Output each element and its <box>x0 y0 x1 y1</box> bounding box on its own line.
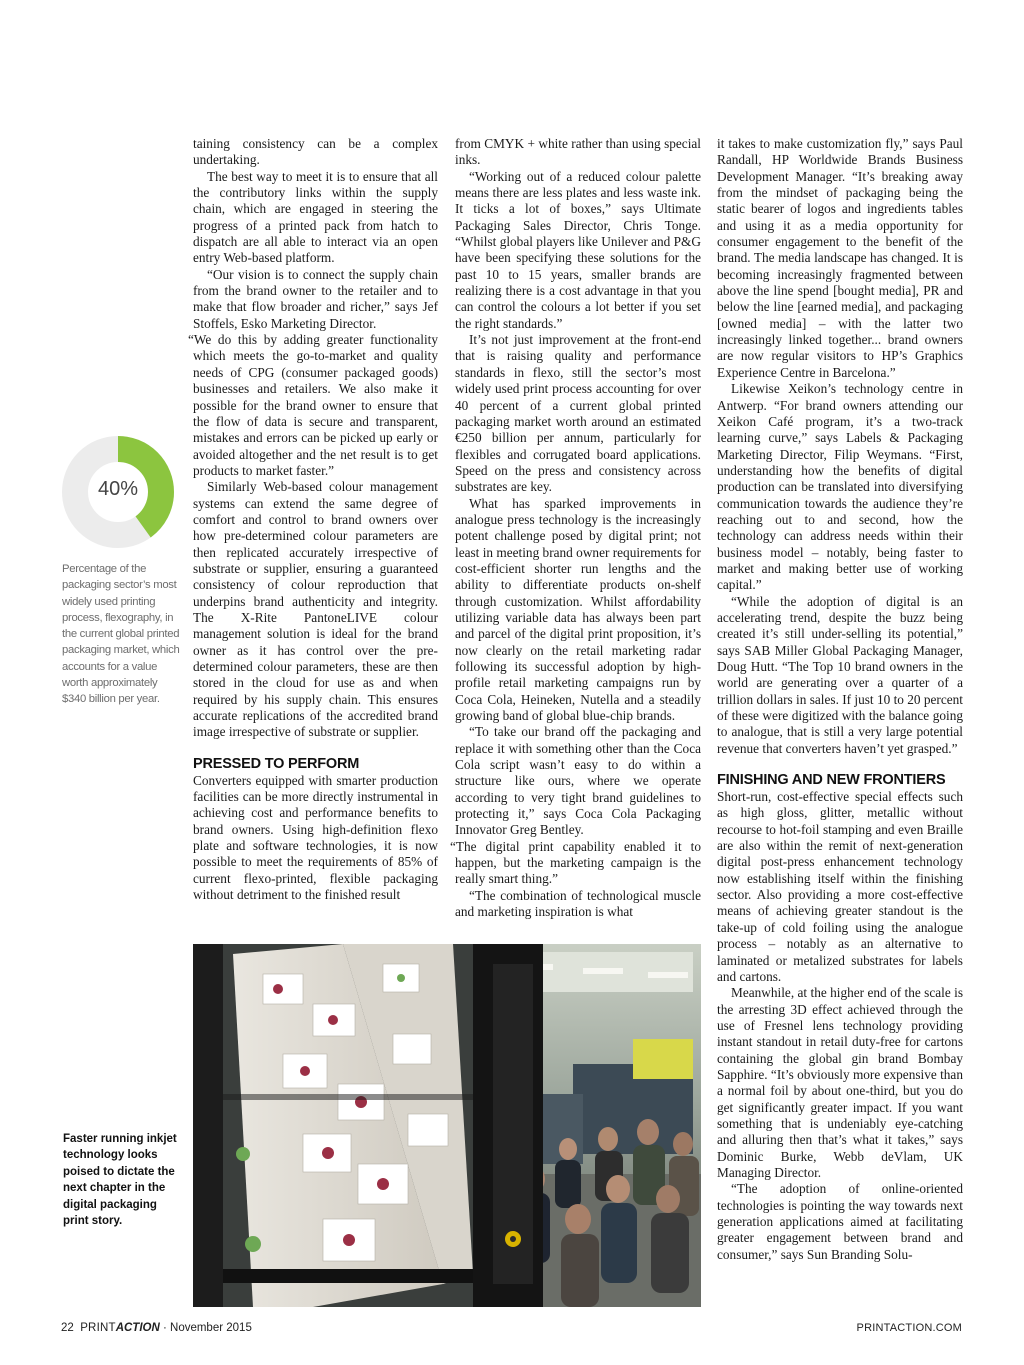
paragraph: “Working out of a reduced colour palette means there are less plates and less waste ink. It ticks a lot of boxes,” says Ultimate Packaging Sales Director, Chris Tonge. “Whilst global players like Unilever and P&G have been specifying these solutions for the past 10 to 15 years, smaller brands are realizing there is a cost advantage in that you can control the colours a lot better if you set the right standards.” <box>455 168 701 331</box>
donut-caption: Percentage of the packaging sector’s most widely used printing process, flexography, in the current global printed packaging market, which accounts for a value worth approximately $340 billion per year. <box>62 563 180 706</box>
paragraph: “Our vision is to connect the supply chain from the brand owner to the retailer and to make that flow broader and richer,” says Jef Stoffels, Esko Marketing Director. <box>193 266 438 331</box>
article-column-1 <box>188 136 438 903</box>
article-column-2 <box>450 136 701 921</box>
donut-percent-label: 40% <box>97 478 139 500</box>
paragraph: Meanwhile, at the higher end of the scale is the arresting 3D effect achieved through the use of Fresnel lens technology providing instant standout in retail duty-free for cartons containing the global gin brand Bombay Sapphire. “It’s obviously more expensive than a normal foil by about one-third, but you do get significantly greater impact. If you want something that is undeniably eye-catching and alluring then that’s what it takes,” says Dominic Burke, Webb deVlam, UK Managing Director. <box>717 985 963 1180</box>
press-hall-photo <box>193 944 701 1307</box>
paragraph: Short-run, cost-effective special effects such as high gloss, glitter, metallic without recourse to hot-foil stamping and even Braille are also within the remit of next-generation digital post-press enhancement technology now establishing itself within the finishing sector. Also providing a more cost-effective means of achieving greater standout is the take-up of cold foiling using the analogue process – notably as an alternative to laminated or metalized substrates for labels and cartons. <box>717 789 963 984</box>
paragraph: Likewise Xeikon’s technology centre in Antwerp. “For brand owners attending our Xeikon Café program, it’s a two-track learning curve,” says Labels & Packaging Marketing Director, Filip Weymans. “First, understanding how the benefits of digital production can be translated into diversifying communication towards the audience they’re reaching out to and second, how the technology can address needs within their business model – notably, being faster to market and making better use of working capital.” <box>717 381 963 593</box>
paragraph: from CMYK + white rather than using special inks. <box>455 136 701 168</box>
section-heading: FINISHING AND NEW FRONTIERS <box>717 772 946 789</box>
article-column-3 <box>717 136 963 1263</box>
paragraph: What has sparked improvements in analogue press technology is the increasingly potent challenge posed by digital print; not least in meeting brand owner requirements for cost-efficient shorter run lengths and the ability to differentiate products on-shelf through customization. Whilst affordability utilizing variable data has always been part and parcel of the digital print proposition, it’s now clearly on the retail marketing radar following its successful adoption by high-profile retail marketing campaigns run by Coca Cola, Heineken, Nutella and a steadily growing band of global blue-chip brands. <box>455 495 701 724</box>
paragraph: The best way to meet it is to ensure that all the contributory links within the supply chain, which are engaged in steering the progress of a printed pack from hatch to dispatch are all able to interact via an open entry Web-based platform. <box>193 168 438 266</box>
paragraph: “While the adoption of digital is an accelerating trend, despite the buzz being created it’s still under-selling its potential,” says SAB Miller Global Packaging Manager, Doug Hutt. “The Top 10 brand owners in the world are generating over a quarter of a trillion dollars in sales. If just 10 to 20 percent of these were digitized with the balance going to analogue, that is still a very large potential revenue that converters haven’t yet grasped.” <box>717 593 963 756</box>
photo-caption: Faster running inkjet technology looks poised to dictate the next chapter in the digital packaging print story. <box>63 1133 177 1228</box>
paragraph: It’s not just improvement at the front-end that is raising quality and performance standards in flexo, still the sector’s most widely used print process accounting for over 40 percent of a current global printed packaging market worth around an estimated €250 billion per annum, particularly for flexibles and corrugated board applications. Speed on the press and consistency across substrates are key. <box>455 332 701 495</box>
paragraph: “The combination of technological muscle and marketing inspiration is what <box>455 887 701 920</box>
paragraph: “The adoption of online-oriented technologies is pointing the way towards next generation applications aimed at facilitating greater engagement between brand and consumer,” says Sun Branding Solu- <box>717 1181 963 1262</box>
paragraph: Similarly Web-based colour management systems can extend the same degree of comfort and control to brand owners over how pre-determined colour parameters are then replicated accurately irrespective of substrate or supplier, ensuring a guaranteed consistency of colour reproduction that underpins brand authenticity and integrity. The X-Rite PantoneLIVE colour management solution is ideal for the brand owner as it has control over the pre-determined colour parameters, these are then stored in the cloud for use as and when required by his supply chain. This ensures accurate replications of the accredited brand image irrespective of substrate or supplier. <box>193 479 438 740</box>
magazine-name-print: PRINT <box>80 1322 116 1334</box>
footer-website: PRINTACTION.COM <box>856 1322 962 1334</box>
section-heading: PRESSED TO PERFORM <box>193 755 360 772</box>
paragraph: Converters equipped with smarter production facilities can be more directly instrumental in achieving cost and performance benefits to brand owners. Using high-definition flexo plate and software technologies, it is now possible to meet the requirements of 85% of current flexo-printed, flexible packaging without detriment to the finished result <box>193 772 438 903</box>
issue-date: · November 2015 <box>162 1322 252 1334</box>
magazine-name-action: ACTION <box>115 1322 160 1334</box>
paragraph: it takes to make customization fly,” says Paul Randall, HP Worldwide Brands Business Development Manager. “It’s breaking away from the mindset of packaging being the static bearer of logos and ingredients tables and using it as a media opportunity for consumer engagement to the benefit of the brand. The media landscape has changed. It is becoming increasingly fragmented between above the line spend [bought media], PR and below the line [earned media], and packaging [owned media] – with the latter two increasingly linked together... brand owners are now regular visitors to HP’s Graphics Experience Centre in Barcelona.” <box>717 136 963 380</box>
paragraph: “We do this by adding greater functionality which meets the go-to-market and quality needs of CPG (consumer packaged goods) businesses and retailers. We also make it possible for the brand owner to ensure that the flow of data is secure and transparent, mistakes and errors can be picked up early or avoided altogether and the net result is to get products to market faster.” <box>188 332 438 478</box>
paragraph: taining consistency can be a complex undertaking. <box>193 136 438 168</box>
page-number: 22 <box>61 1322 74 1334</box>
paragraph: “To take our brand off the packaging and replace it with something other than the Coca Cola script wasn’t easy to do within a structure like ours, where we operate according to very tight brand guidelines to protecting it,” says Coca Cola Packaging Innovator Greg Bentley. <box>455 724 701 838</box>
footer-folio <box>61 1322 252 1334</box>
paragraph: “The digital print capability enabled it to happen, but the marketing campaign is the really smart thing.” <box>450 838 701 887</box>
